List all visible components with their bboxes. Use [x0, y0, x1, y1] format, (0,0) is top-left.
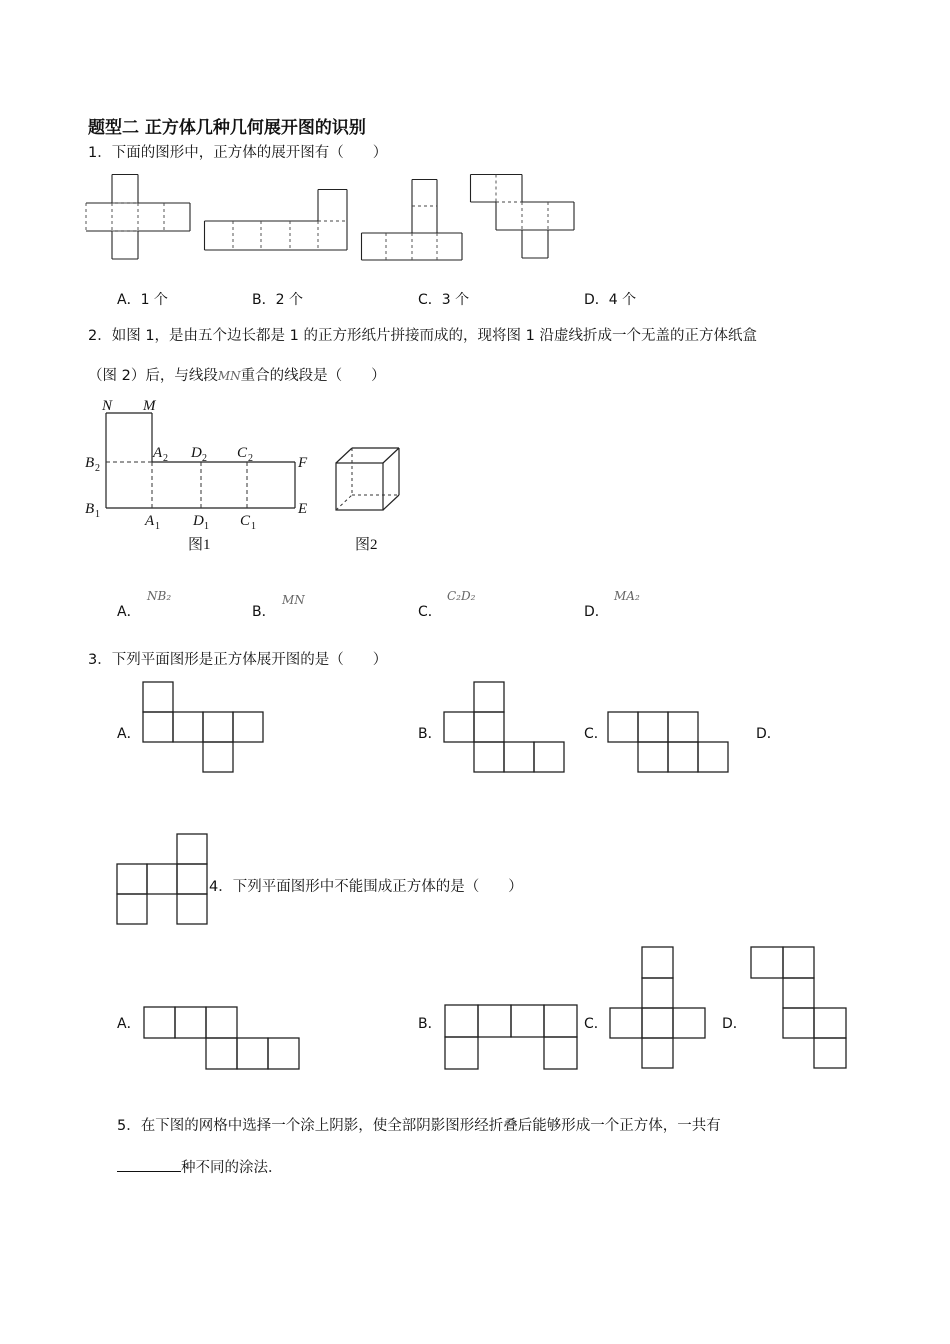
- label-b2: B: [85, 455, 95, 471]
- label-c2-sub: 2: [248, 453, 253, 464]
- q1-figure-1: [86, 174, 192, 260]
- label-m: M: [143, 398, 156, 414]
- label-f: F: [298, 455, 308, 471]
- q3-option-a-label: A．: [117, 726, 141, 742]
- q4-option-a-label: A．: [117, 1016, 141, 1032]
- q2-stem-math: MN: [217, 369, 241, 383]
- label-c2: C: [237, 445, 248, 461]
- q2-figure-1: [84, 395, 314, 555]
- label-a1: A: [145, 513, 155, 529]
- fig1-caption: 图1: [188, 537, 211, 553]
- q5-answer-blank[interactable]: [117, 1155, 181, 1172]
- label-a1-sub: 1: [155, 521, 160, 532]
- q1-figure-2: [204, 189, 348, 251]
- q5-stem-suffix: 种不同的涂法．: [181, 1160, 283, 1176]
- label-d1-sub: 1: [204, 521, 209, 532]
- q1-figure-3: [361, 179, 463, 261]
- q2-option-c-math: C₂D₂: [447, 589, 476, 603]
- q2-option-a-math: NB₂: [147, 589, 172, 603]
- q2-option-d-math: MA₂: [614, 589, 640, 603]
- label-d2-sub: 2: [202, 453, 207, 464]
- label-c1-sub: 1: [251, 521, 256, 532]
- q5-stem-line2: [117, 1155, 283, 1178]
- q3-option-a-figure: [142, 681, 264, 773]
- q3-option-b-figure: [443, 681, 565, 773]
- q2-option-a-label: A．: [117, 604, 141, 620]
- q5-stem-line1: 5．在下图的网格中选择一个涂上阴影，使全部阴影图形经折叠后能够形成一个正方体，一共有: [117, 1118, 721, 1134]
- q3-option-b-label: B．: [418, 726, 442, 742]
- q2-option-b-label: B．: [252, 604, 276, 620]
- q4-option-b-label: B．: [418, 1016, 442, 1032]
- label-c1: C: [240, 513, 251, 529]
- q4-option-c-label: C．: [584, 1016, 608, 1032]
- label-n: N: [102, 398, 113, 414]
- q1-figure-4: [470, 174, 575, 259]
- label-b2-sub: 2: [95, 463, 100, 474]
- q1-option-b: B．2 个: [252, 292, 303, 308]
- q1-stem: 1．下面的图形中，正方体的展开图有（ ）: [88, 145, 388, 161]
- q2-stem-line2: [88, 366, 386, 386]
- q4-option-d-label: D．: [722, 1016, 747, 1032]
- section-title: 题型二 正方体几种几何展开图的识别: [88, 118, 366, 138]
- label-a2: A: [153, 445, 163, 461]
- q2-stem-suffix: 重合的线段是（ ）: [240, 368, 386, 384]
- q4-option-c-figure: [609, 946, 707, 1070]
- fig2-caption: 图2: [355, 537, 378, 553]
- q2-option-d-label: D．: [584, 604, 609, 620]
- label-b1: B: [85, 501, 95, 517]
- q2-option-b-math: MN: [282, 593, 305, 607]
- q1-option-d: D．4 个: [584, 292, 637, 308]
- q1-option-a: A．1 个: [117, 292, 168, 308]
- q4-option-b-figure: [444, 1004, 578, 1070]
- q2-option-c-label: C．: [418, 604, 442, 620]
- q3-option-c-figure: [607, 711, 729, 773]
- label-d2: D: [191, 445, 202, 461]
- label-b1-sub: 1: [95, 509, 100, 520]
- q4-option-d-figure: [750, 946, 848, 1070]
- q4-option-a-figure: [143, 1006, 301, 1070]
- q3-option-c-label: C．: [584, 726, 608, 742]
- q2-stem-line1: 2．如图 1，是由五个边长都是 1 的正方形纸片拼接而成的，现将图 1 沿虚线折成一个无盖的正方体纸盒: [88, 328, 757, 344]
- label-d1: D: [193, 513, 204, 529]
- q1-option-c: C．3 个: [418, 292, 470, 308]
- q4-stem: 4．下列平面图形中不能围成正方体的是（ ）: [209, 879, 523, 895]
- label-e: E: [298, 501, 308, 517]
- q2-figure-2-cube: [334, 446, 404, 512]
- q2-stem-prefix: （图 2）后，与线段: [88, 368, 218, 384]
- q3-option-d-figure: [116, 833, 208, 925]
- q3-stem: 3．下列平面图形是正方体展开图的是（ ）: [88, 652, 388, 668]
- q3-option-d-label: D．: [756, 726, 781, 742]
- label-a2-sub: 2: [163, 453, 168, 464]
